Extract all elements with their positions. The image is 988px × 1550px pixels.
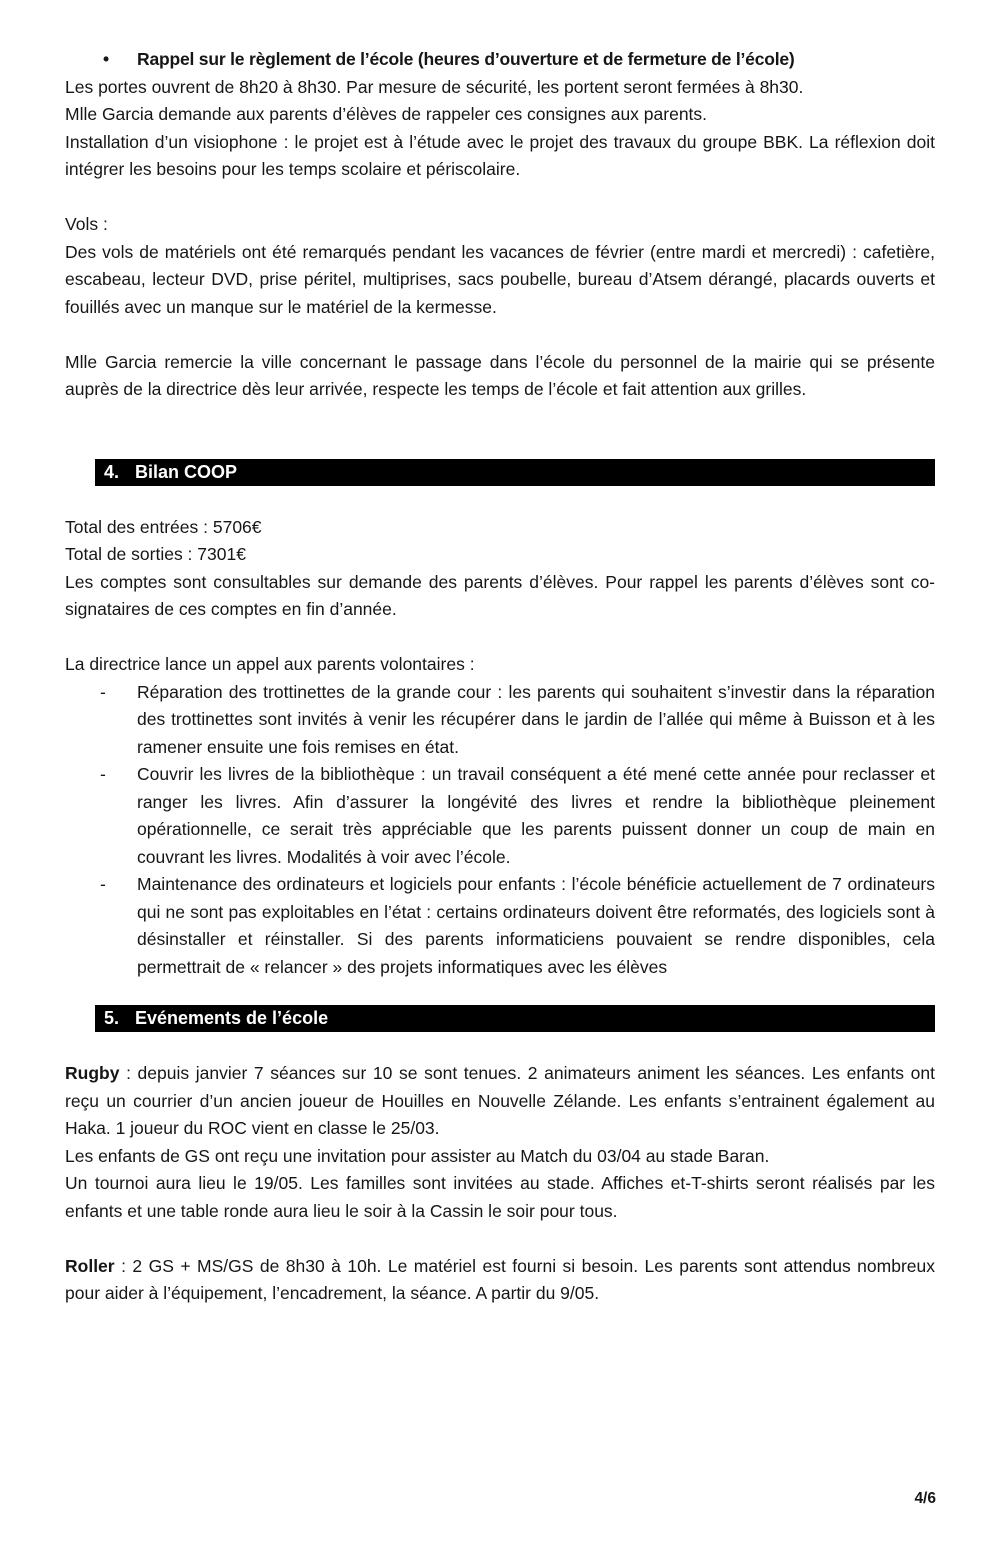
vols-label: Vols : (65, 214, 108, 234)
volunteer-list (65, 679, 935, 982)
rugby-label: Rugby (65, 1063, 120, 1083)
paragraph-visiophone: Installation d’un visiophone : le projet est à l’étude avec le projet des travaux du groupe BBK. La réflexion doit intégrer les besoins pour les temps scolaire et périscolaire. (65, 131, 935, 179)
document-body (65, 46, 935, 1308)
list-item (65, 761, 935, 871)
spacer (65, 184, 935, 212)
reglement-heading-text: Rappel sur le règlement de l’école (heures d’ouverture et de fermeture de l’école) (137, 49, 795, 69)
paragraph-comptes: Les comptes sont consultables sur demande des parents d’élèves. Pour rappel les parents d’élèves sont co-signataires de ces comptes en fin d’année. (65, 571, 935, 619)
rugby-text: : depuis janvier 7 séances sur 10 se sont tenues. 2 animateurs animent les séances. Les enfants ont reçu un courrier d’un ancien joueur de Houilles en Nouvelle Zélande. Les enfants s’entrainent également au Haka. 1 joueur du ROC vient en classe le 25/03. (65, 1063, 935, 1138)
spacer (65, 1225, 935, 1253)
paragraph-portes: Les portes ouvrent de 8h20 à 8h30. Par mesure de sécurité, les portent seront fermées à 8h30. (65, 76, 804, 97)
total-sorties: Total de sorties : 7301€ (65, 544, 246, 564)
list-item-bibliotheque: Couvrir les livres de la bibliothèque : un travail conséquent a été mené cette année pour reclasser et ranger les livres. Afin d’assurer la longévité des livres et rendre la bibliothèque pleinement opérationnelle, ce serait très appréciable que les parents puissent donner un coup de main en couvrant les livres. Modalités à voir avec l’école. (137, 764, 935, 867)
paragraph-tournoi: Un tournoi aura lieu le 19/05. Les familles sont invitées au stade. Affiches et-T-shirts seront réalisés par les enfants et une table ronde aura lieu le soir à la Cassin le soir pour tous. (65, 1173, 935, 1221)
section-4-header (95, 459, 935, 486)
section-4-title: Bilan COOP (135, 461, 238, 482)
total-entrees: Total des entrées : 5706€ (65, 516, 262, 537)
page-number: 4/6 (914, 1490, 936, 1507)
section-5-title: Evénements de l’école (135, 1008, 329, 1028)
paragraph-vols: Des vols de matériels ont été remarqués pendant les vacances de février (entre mardi et mercredi) : cafetière, escabeau, lecteur DVD, prise péritel, multiprises, sacs poubelle, bureau d’Atsem dérangé, placards ouverts et fouillés avec un manque sur le matériel de la kermesse. (65, 241, 935, 317)
dash-marker: - (100, 764, 106, 784)
dash-marker: - (100, 681, 106, 702)
paragraph-consignes: Mlle Garcia demande aux parents d’élèves de rappeler ces consignes aux parents. (65, 104, 708, 124)
section-5-number: 5. (104, 1008, 120, 1028)
paragraph-mairie: Mlle Garcia remercie la ville concernant le passage dans l’école du personnel de la mairie qui se présente auprès de la directrice dès leur arrivée, respecte les temps de l’école et fait attention aux grilles. (65, 351, 935, 399)
bullet-marker: • (103, 49, 109, 69)
paragraph-roller (65, 1253, 935, 1308)
reglement-heading (65, 46, 935, 74)
spacer (65, 624, 935, 652)
list-item-ordinateurs: Maintenance des ordinateurs et logiciels pour enfants : l’école bénéficie actuellement de 7 ordinateurs qui ne sont pas exploitables en l’état : certains ordinateurs doivent être reformatés, des logiciels sont à désinstaller et réinstaller. Si des parents informaticiens pouvaient se rendre disponibles, cela permettrait de « relancer » des projets informatiques avec les élèves (137, 874, 935, 977)
spacer (65, 321, 935, 349)
dash-marker: - (100, 874, 106, 894)
appel-volontaires: La directrice lance un appel aux parents volontaires : (65, 654, 475, 674)
list-item (65, 679, 935, 762)
paragraph-rugby (65, 1060, 935, 1143)
roller-text: : 2 GS + MS/GS de 8h30 à 10h. Le matériel est fourni si besoin. Les parents sont attendus nombreux pour aider à l’équipement, l’encadrement, la séance. A partir du 9/05. (65, 1255, 935, 1303)
roller-label: Roller (65, 1255, 115, 1276)
list-item-trottinettes: Réparation des trottinettes de la grande cour : les parents qui souhaitent s’investir dans la réparation des trottinettes sont invités à venir les récupérer dans le jardin de l’allée qui même à Buisson et à les ramener ensuite une fois remises en état. (137, 681, 935, 757)
section-4-number: 4. (104, 461, 120, 482)
list-item (65, 871, 935, 981)
paragraph-invitation: Les enfants de GS ont reçu une invitation pour assister au Match du 03/04 au stade Baran. (65, 1145, 770, 1166)
section-5-header (95, 1005, 935, 1032)
